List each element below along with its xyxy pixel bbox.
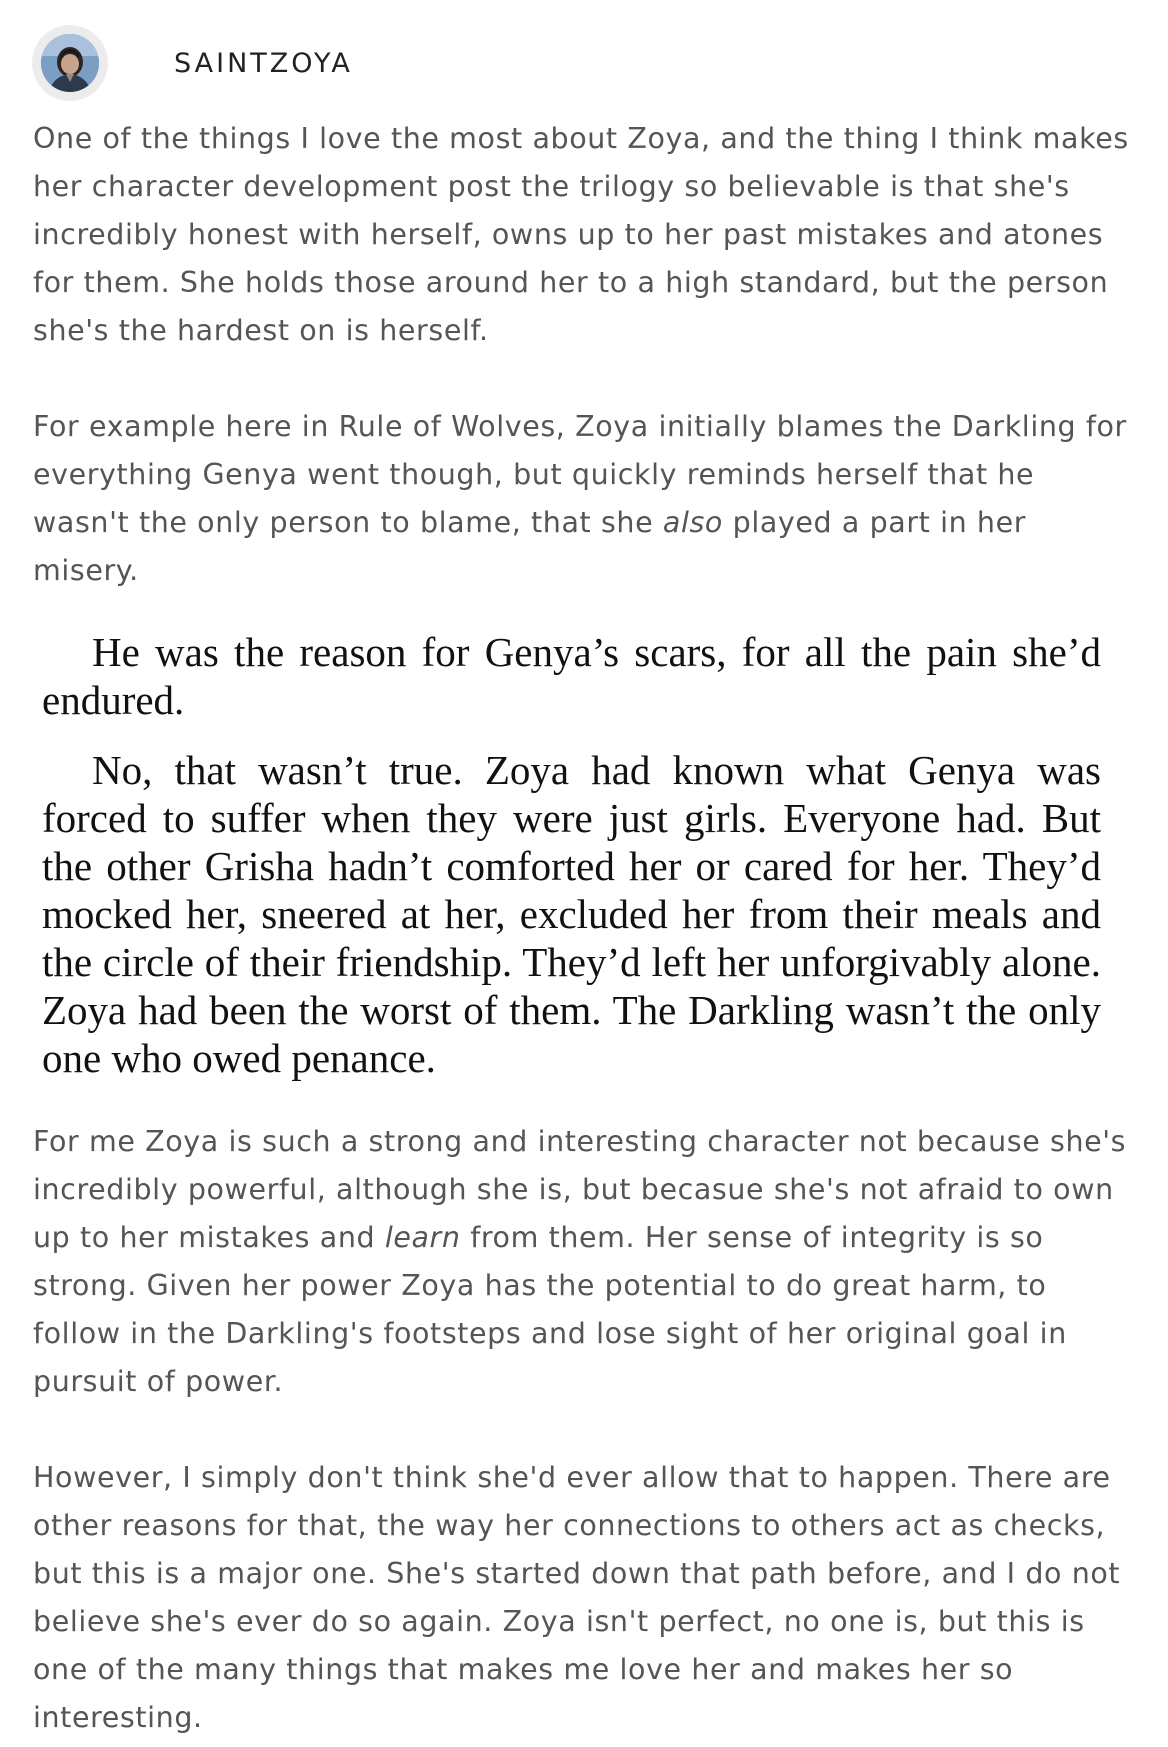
post-paragraph-4: However, I simply don't think she'd ever allow that to happen. There are other reasons for that, the way her connections to others act as checks, but this is a major one. She's started down that path before, and I do not believe she's ever do so again. Zoya isn't perfect, no one is, but this is one of the many things that makes me love her and makes her so interesting. (33, 1461, 1121, 1734)
post-paragraph-3 (33, 1118, 1138, 1406)
paragraph-3-emphasis: learn (384, 1221, 461, 1254)
user-avatar[interactable] (32, 25, 108, 101)
book-quote-paragraph-2: No, that wasn’t true. Zoya had known what Genya was forced to suffer when they were just girls. Everyone had. But the other Grisha hadn’t comforted her or cared for her. They’d mocked her, sneered at her, excluded her from their meals and the circle of their friendship. They’d left her unforgivably alone. Zoya had been the worst of them. The Darkling wasn’t the only one who owed penance. (42, 747, 1101, 1081)
paragraph-3-text-after: from them. Her sense of integrity is so strong. Given her power Zoya has the potential to do great harm, to follow in the Darkling's footsteps and lose sight of her original goal in pursuit of power. (33, 1221, 1067, 1398)
book-quote-paragraph-1: He was the reason for Genya’s scars, for all the pain she’d endured. (42, 629, 1101, 723)
post-paragraph-2 (33, 403, 1138, 595)
user-avatar-icon (41, 34, 99, 92)
avatar-image (41, 34, 99, 92)
paragraph-2-emphasis: also (662, 506, 723, 539)
post-header (32, 25, 353, 101)
paragraph-3-text-before: For me Zoya is such a strong and interesting character not because she's incredibly powerful, although she is, but becasue she's not afraid to own up to her mistakes and (33, 1125, 1127, 1254)
paragraph-2-text-before: For example here in Rule of Wolves, Zoya initially blames the Darkling for everything Genya went though, but quickly reminds herself that he wasn't the only person to blame, that she (33, 410, 1127, 539)
book-quote-image (42, 628, 1101, 1082)
post-paragraph-1: One of the things I love the most about Zoya, and the thing I think makes her character development post the trilogy so believable is that she's incredibly honest with herself, owns up to her past mistakes and atones for them. She holds those around her to a high standard, but the person she's the hardest on is herself. (33, 122, 1129, 347)
paragraph-2-text-after: played a part in her misery. (33, 506, 1027, 587)
post-author-username[interactable]: SAINTZOYA (174, 47, 353, 79)
